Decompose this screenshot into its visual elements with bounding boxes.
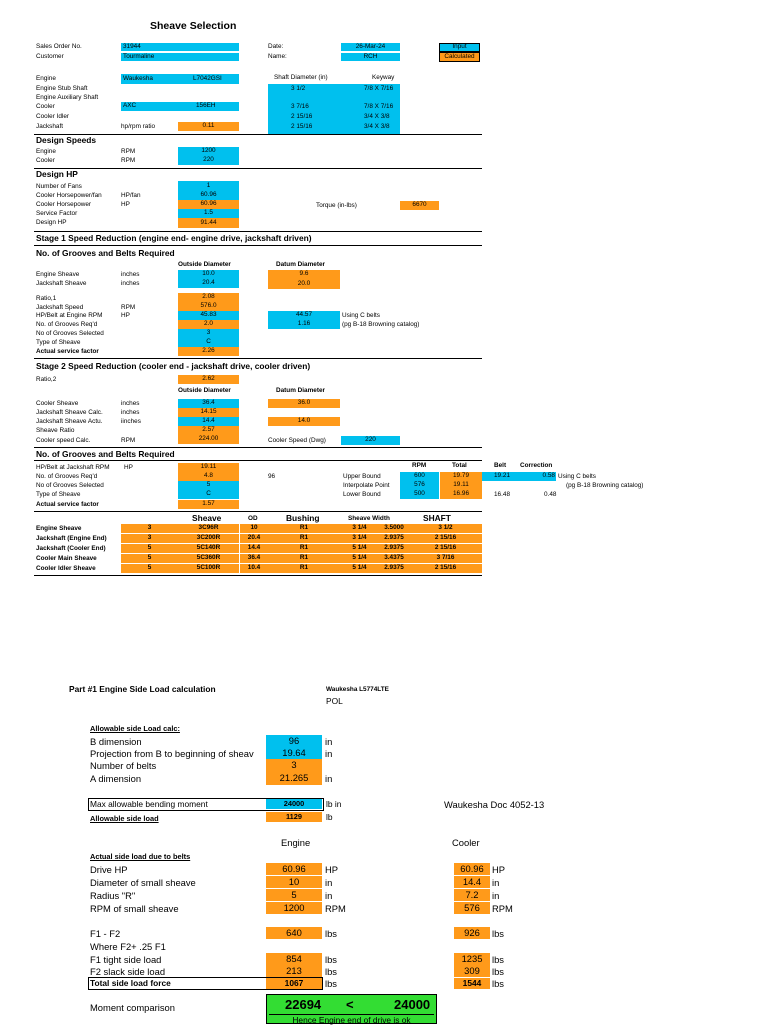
s1-asf-label: Actual service factor — [36, 348, 99, 355]
f2-engine: 213 — [266, 965, 322, 977]
divider — [34, 511, 482, 512]
engine-make: Waukesha — [123, 74, 153, 82]
s1-jackshaft-speed-value: 576.0 — [178, 302, 239, 311]
g2-note-1: Using C belts — [558, 473, 597, 480]
g2-interp-rpm[interactable]: 576 — [400, 481, 439, 490]
f1-engine-unit: lbs — [325, 954, 337, 965]
cooler-field[interactable] — [121, 102, 239, 111]
g2-grooves-sel-label: No of Grooves Selected — [36, 482, 104, 489]
verdict-text: Hence Engine end of drive is ok — [269, 1014, 434, 1024]
projection-value[interactable]: 19.64 — [266, 747, 322, 759]
sales-order-field[interactable]: 31944 — [121, 43, 239, 51]
b-dimension-value[interactable]: 96 — [266, 735, 322, 747]
idler-keyway: 3/4 X 3/8 — [364, 113, 390, 120]
doc-reference: Waukesha Doc 4052-13 — [444, 799, 545, 810]
s1-grooves-req-value-2: 1.16 — [268, 320, 340, 329]
allowable-side-load-value: 1129 — [266, 812, 322, 822]
sheave-cell-od: 10.4 — [240, 564, 268, 573]
sheave-row-label: Jackshaft (Cooler End) — [36, 545, 106, 552]
s1-type-label: Type of Sheave — [36, 339, 81, 346]
design-engine-rpm[interactable]: 1200 — [178, 147, 239, 156]
s1-jackshaft-sheave-label: Jackshaft Sheave — [36, 280, 87, 287]
g2-grooves-req-label: No. of Grooves Req'd — [36, 473, 98, 480]
sheave-cell-part: 5C360R — [178, 554, 239, 563]
s2-cooler-dd: 36.0 — [268, 399, 340, 408]
hp-rpm-ratio-value: 0.11 — [178, 122, 239, 131]
moment-comparison-box — [266, 994, 437, 1024]
jackshaft-label: Jackshaft — [36, 123, 63, 130]
stage1-od-header: Outside Diameter — [178, 261, 231, 268]
side-load-engine-value: 5 — [266, 889, 322, 901]
g2-hp-belt-value: 19.11 — [178, 463, 239, 472]
a-dimension-value: 21.265 — [266, 771, 322, 785]
g2-interp-label: Interpolate Point — [343, 482, 390, 489]
stage1-heading: Stage 1 Speed Reduction (engine end- engine drive, jackshaft driven) — [36, 233, 312, 243]
sheave-cell-width-dec: 2.9375 — [379, 544, 409, 553]
total-engine-unit: lbs — [325, 978, 337, 989]
service-factor-label: Service Factor — [36, 210, 78, 217]
design-hp-heading: Design HP — [36, 169, 78, 179]
s1-jackshaft-od[interactable]: 20.4 — [178, 279, 239, 288]
side-load-cooler-value: 7.2 — [454, 889, 490, 901]
belts-label: Number of belts — [90, 760, 157, 771]
side-load-cooler-unit: in — [492, 877, 500, 888]
g2-col-rpm: RPM — [412, 462, 427, 469]
f1-f2-label: F1 - F2 — [90, 928, 121, 939]
sheave-cell-grooves: 5 — [121, 554, 178, 563]
side-load-cooler-unit: in — [492, 890, 500, 901]
f1-cooler-unit: lbs — [492, 954, 504, 965]
s1-hp-belt-unit: HP — [121, 312, 130, 319]
s1-grooves-req-value: 2.0 — [178, 320, 239, 329]
s1-engine-sheave-label: Engine Sheave — [36, 271, 80, 278]
sheave-cell-shaft: 2 15/16 — [409, 544, 482, 553]
moment-actual: 22694 — [285, 997, 322, 1012]
belts-value: 3 — [266, 759, 322, 771]
date-label: Date: — [268, 43, 284, 50]
s2-jack-calc-label: Jackshaft Sheave Calc. — [36, 409, 103, 416]
design-cooler-rpm[interactable]: 220 — [178, 156, 239, 165]
sheave-cell-grooves: 5 — [121, 544, 178, 553]
sheave-row-label: Cooler Idler Sheave — [36, 565, 96, 572]
g2-upper-rpm[interactable]: 600 — [400, 472, 439, 481]
sheave-cell-width: 5 1/4 — [340, 554, 379, 563]
total-side-load-cooler: 1544 — [454, 978, 490, 989]
hp-per-fan-label: Cooler Horsepower/fan — [36, 192, 102, 199]
side-load-engine-value: 1200 — [266, 902, 322, 914]
sheave-cell-shaft: 2 15/16 — [409, 534, 482, 543]
sheave-cell-width-dec: 2.9375 — [379, 534, 409, 543]
s2-jack-calc-value: 14.15 — [178, 408, 239, 417]
sheave-cell-shaft: 2 15/16 — [409, 564, 482, 573]
g2-type-label: Type of Sheave — [36, 491, 81, 498]
sheave-cell-width-dec: 3.4375 — [379, 554, 409, 563]
cooler-column-header: Cooler — [452, 837, 480, 848]
s1-jackshaft-sheave-unit: inches — [121, 280, 140, 287]
sheave-cell-width: 3 1/4 — [340, 534, 379, 543]
g2-upper-corr: 0.58 — [542, 472, 555, 480]
max-bending-value[interactable]: 24000 — [266, 799, 322, 809]
sheave-cell-grooves: 3 — [121, 534, 178, 543]
s1-hp-belt-value[interactable]: 45.83 — [178, 311, 239, 320]
sheave-cell-part: 3C200R — [178, 534, 239, 543]
moment-comparison-label: Moment comparison — [90, 1002, 175, 1013]
g2-upper-belt: 19.21 — [494, 472, 510, 480]
g2-interp-total: 19.11 — [440, 481, 482, 490]
s1-jackshaft-dd: 20.0 — [268, 279, 340, 289]
a-dimension-label: A dimension — [90, 773, 142, 784]
cooler-model: 156EH — [196, 102, 216, 110]
side-load-engine-value: 10 — [266, 876, 322, 888]
f2-cooler-unit: lbs — [492, 966, 504, 977]
total-side-load-engine: 1067 — [266, 978, 322, 989]
g2-col-correction: Correction — [520, 462, 553, 469]
sheave-cell-width-dec: 2.9375 — [379, 564, 409, 573]
s2-sheave-ratio-label: Sheave Ratio — [36, 427, 75, 434]
total-cooler-unit: lbs — [492, 978, 504, 989]
b-dimension-label: B dimension — [90, 736, 142, 747]
s2-cooler-speed-unit: RPM — [121, 437, 136, 444]
s1-hp-belt-value-2[interactable]: 44.57 — [268, 311, 340, 320]
s2-sheave-ratio-value: 2.57 — [178, 426, 239, 435]
g2-grooves-sel-value[interactable]: 5 — [178, 481, 239, 490]
table-header-width: Sheave Width — [348, 515, 390, 522]
stage2-heading: Stage 2 Speed Reduction (cooler end - jackshaft drive, cooler driven) — [36, 361, 311, 371]
side-load-cooler-value: 60.96 — [454, 863, 490, 875]
stage1-subheading: No. of Grooves and Belts Required — [36, 248, 175, 258]
g2-upper-belt-corr[interactable] — [482, 472, 556, 481]
sheave-cell-bushing: R1 — [268, 554, 340, 563]
side-load-row-label: Diameter of small sheave — [90, 877, 196, 888]
s1-hp-belt-label: HP/Belt at Engine RPM — [36, 312, 103, 319]
g2-type-value[interactable]: C — [178, 490, 239, 499]
cooler-idler-label: Cooler Idler — [36, 113, 70, 120]
torque-value: 6670 — [400, 201, 439, 210]
g2-grooves-req-value: 4.8 — [178, 472, 239, 481]
sheave-cell-width-dec: 3.5000 — [379, 524, 409, 533]
fans-label: Number of Fans — [36, 183, 82, 190]
s1-grooves-sel-label: No of Grooves Selected — [36, 330, 104, 337]
stub-keyway: 7/8 X 7/16 — [364, 85, 394, 92]
side-load-row-label: RPM of small sheave — [90, 903, 179, 914]
s2-jack-calc-unit: inches — [121, 409, 140, 416]
sheave-cell-width: 5 1/4 — [340, 564, 379, 573]
where-label: Where F2+ .25 F1 — [90, 941, 166, 952]
g2-hp-belt-label: HP/Belt at Jackshaft RPM — [36, 464, 110, 471]
cooler-hp-value: 60.96 — [178, 200, 239, 209]
cooler-diameter[interactable]: 3 7/16 — [291, 103, 309, 110]
s2-cooler-sheave-label: Cooler Sheave — [36, 400, 79, 407]
stage1-dd-header: Datum Diameter — [276, 261, 326, 268]
divider — [34, 575, 482, 576]
s2-ratio-value: 2.62 — [178, 375, 239, 384]
g2-lower-label: Lower Bound — [343, 491, 381, 498]
cooler-make: AXC — [123, 102, 137, 110]
divider — [34, 245, 482, 246]
b-dimension-unit: in — [325, 736, 333, 747]
s2-cooler-sheave-unit: inches — [121, 400, 140, 407]
side-load-engine-unit: in — [325, 890, 333, 901]
design-engine-unit: RPM — [121, 148, 136, 155]
hp-rpm-ratio-label: hp/rpm ratio — [121, 123, 156, 130]
sheave-cell-shaft: 3 1/2 — [409, 524, 482, 533]
cooler-hp-unit: HP — [121, 201, 130, 208]
projection-label: Projection from B to beginning of sheav — [90, 748, 254, 759]
design-hp-value: 91.44 — [178, 218, 239, 228]
sheave-cell-width: 3 1/4 — [340, 524, 379, 533]
legend-calculated: Calculated — [439, 52, 480, 62]
s1-ratio-value: 2.08 — [178, 293, 239, 302]
s1-type-value[interactable]: C — [178, 338, 239, 347]
design-cooler-label: Cooler — [36, 157, 55, 164]
sheave-cell-grooves: 3 — [121, 524, 178, 533]
cooler-hp-label: Cooler Horsepower — [36, 201, 92, 208]
service-factor-value[interactable]: 1.5 — [204, 208, 213, 216]
s2-cooler-speed-value: 224.00 — [178, 435, 239, 444]
g2-note-2: (pg B-18 Browning catalog) — [566, 482, 644, 489]
divider — [34, 168, 482, 169]
sheave-cell-grooves: 5 — [121, 564, 178, 573]
s1-ratio-label: Ratio,1 — [36, 295, 57, 302]
s1-jackshaft-speed-label: Jackshaft Speed — [36, 304, 84, 311]
sheave-cell-width: 5 1/4 — [340, 544, 379, 553]
design-cooler-unit: RPM — [121, 157, 136, 164]
g2-col-total: Total — [452, 462, 467, 469]
design-engine-label: Engine — [36, 148, 56, 155]
sheave-cell-shaft: 3 7/16 — [409, 554, 482, 563]
engine-field[interactable] — [121, 74, 239, 84]
part1-engine-model: Waukesha L5774LTE — [326, 686, 389, 693]
side-load-cooler-value: 576 — [454, 902, 490, 914]
f1-cooler: 1235 — [454, 953, 490, 965]
s1-hp-belt-note: Using C belts — [342, 312, 381, 319]
s1-grooves-req-note: (pg B-18 Browning catalog) — [342, 321, 420, 328]
moment-allowable: 24000 — [394, 997, 431, 1012]
engine-aux-shaft-label: Engine Auxiliary Shaft — [36, 94, 99, 101]
sheave-cell-bushing: R1 — [268, 564, 340, 573]
sheave-row-label: Cooler Main Sheave — [36, 555, 97, 562]
divider — [34, 134, 482, 135]
date-field[interactable]: 26-Mar-24 — [341, 43, 400, 51]
s1-grooves-req-label: No. of Grooves Req'd — [36, 321, 98, 328]
sheave-cell-od: 36.4 — [240, 554, 268, 563]
engine-model: L7042GSI — [193, 74, 222, 82]
stub-diameter[interactable]: 3 1/2 — [291, 85, 306, 92]
allowable-heading: Allowable side Load calc: — [90, 724, 180, 733]
s2-cooler-speed-dwg-label: Cooler Speed (Dwg) — [268, 437, 326, 444]
s1-asf-value: 2.26 — [178, 347, 239, 356]
sheave-cell-od: 10 — [240, 524, 268, 533]
s2-ratio-label: Ratio,2 — [36, 376, 57, 383]
s1-grooves-sel-value[interactable]: 3 — [178, 329, 239, 338]
f2-label: F2 slack side load — [90, 966, 166, 977]
s2-cooler-speed-label: Cooler speed Calc. — [36, 437, 91, 444]
s2-cooler-speed-dwg-value[interactable]: 220 — [341, 436, 400, 445]
customer-field[interactable]: Tourmaline — [121, 53, 239, 61]
s2-jack-actual-label: Jackshaft Sheave Actu. — [36, 418, 103, 425]
f1-f2-engine-unit: lbs — [325, 928, 337, 939]
projection-unit: in — [325, 748, 333, 759]
name-label: Name: — [268, 53, 287, 60]
divider — [34, 358, 482, 359]
side-load-cooler-unit: RPM — [492, 903, 513, 914]
sheave-cell-bushing: R1 — [268, 534, 340, 543]
sheave-cell-od: 20.4 — [240, 534, 268, 543]
side-load-engine-unit: RPM — [325, 903, 346, 914]
stage2-od-header: Outside Diameter — [178, 387, 231, 394]
f1-f2-engine: 640 — [266, 927, 322, 939]
table-header-od: OD — [248, 515, 258, 522]
s1-engine-dd: 9.6 — [268, 270, 340, 279]
a-dimension-unit: in — [325, 773, 333, 784]
g2-upper-label: Upper Bound — [343, 473, 381, 480]
sales-order-label: Sales Order No. — [36, 43, 82, 50]
g2-hp-belt-unit: HP — [124, 464, 133, 471]
sheave-row-label: Engine Sheave — [36, 525, 82, 532]
actual-side-load-heading: Actual side load due to belts — [90, 852, 191, 861]
table-header-shaft: SHAFT — [423, 513, 451, 523]
g2-mid-value: 96 — [268, 473, 276, 480]
s2-jack-actual-dd: 14.0 — [268, 417, 340, 426]
side-load-engine-value: 60.96 — [266, 863, 322, 875]
f1-engine: 854 — [266, 953, 322, 965]
table-header-bushing: Bushing — [286, 513, 320, 523]
max-bending-unit: lb in — [326, 799, 342, 809]
hp-per-fan-value[interactable]: 60.96 — [200, 190, 217, 198]
cooler-keyway: 7/8 X 7/16 — [364, 103, 394, 110]
sheave-cell-part: 5C140R — [178, 544, 239, 553]
g2-lower-rpm[interactable]: 500 — [400, 490, 439, 499]
page-title: Sheave Selection — [150, 20, 237, 32]
side-load-cooler-value: 14.4 — [454, 876, 490, 888]
s1-engine-od[interactable]: 10.0 — [178, 270, 239, 279]
legend-input: Input — [439, 43, 480, 52]
name-field[interactable]: RCH — [341, 53, 400, 61]
sheave-cell-od: 14.4 — [240, 544, 268, 553]
divider — [34, 231, 482, 232]
s2-jack-actual-unit: iinches — [121, 418, 141, 425]
g2-upper-total: 19.79 — [440, 472, 482, 481]
hp-per-fan-unit: HP/fan — [121, 192, 141, 199]
idler-diameter[interactable]: 2 15/16 — [291, 113, 313, 120]
grooves2-heading: No. of Grooves and Belts Required — [36, 449, 175, 459]
allowable-side-load-unit: lb — [326, 812, 333, 822]
jackshaft-diameter[interactable]: 2 15/16 — [291, 123, 313, 130]
fans-value[interactable]: 1 — [206, 181, 211, 189]
sheave-row-label: Jackshaft (Engine End) — [36, 535, 107, 542]
design-hp-label: Design HP — [36, 219, 67, 226]
s2-jack-actual-od[interactable]: 14.4 — [178, 417, 239, 426]
engine-label: Engine — [36, 75, 56, 82]
torque-label: Torque (in-lbs) — [316, 202, 357, 209]
g2-col-belt: Belt — [494, 462, 507, 469]
allowable-side-load-label: Allowable side load — [90, 814, 159, 823]
g2-asf-label: Actual service factor — [36, 501, 99, 508]
part1-title: Part #1 Engine Side Load calculation — [69, 684, 216, 694]
side-load-engine-unit: in — [325, 877, 333, 888]
cooler-label: Cooler — [36, 103, 55, 110]
part1-pol: POL — [326, 696, 343, 706]
sheave-cell-part: 3C96R — [178, 524, 239, 533]
engine-column-header: Engine — [281, 837, 311, 848]
f1-f2-cooler: 926 — [454, 927, 490, 939]
sheave-cell-bushing: R1 — [268, 524, 340, 533]
s1-jackshaft-speed-unit: RPM — [121, 304, 136, 311]
f1-f2-cooler-unit: lbs — [492, 928, 504, 939]
f1-label: F1 tight side load — [90, 954, 162, 965]
engine-stub-shaft-label: Engine Stub Shaft — [36, 85, 88, 92]
jackshaft-keyway: 3/4 X 3/8 — [364, 123, 390, 130]
f2-engine-unit: lbs — [325, 966, 337, 977]
keyway-header: Keyway — [372, 74, 395, 81]
g2-asf-value: 1.57 — [178, 500, 239, 509]
g2-lower-total: 16.96 — [440, 490, 482, 499]
design-speeds-heading: Design Speeds — [36, 135, 97, 145]
table-header-sheave: Sheave — [192, 513, 222, 523]
side-load-engine-unit: HP — [325, 864, 339, 875]
g2-lower-belt: 16.48 — [494, 491, 510, 498]
s1-engine-sheave-unit: inches — [121, 271, 140, 278]
side-load-row-label: Radius "R" — [90, 890, 136, 901]
moment-less-than: < — [346, 997, 354, 1012]
stage2-dd-header: Datum Diameter — [276, 387, 326, 394]
side-load-cooler-unit: HP — [492, 864, 506, 875]
s2-cooler-od[interactable]: 36.4 — [178, 399, 239, 408]
max-bending-label: Max allowable bending moment — [90, 799, 208, 809]
f2-cooler: 309 — [454, 965, 490, 977]
shaft-diameter-header: Shaft Diameter (in) — [274, 74, 328, 81]
g2-lower-corr: 0.48 — [544, 491, 557, 498]
total-side-load-label: Total side load force — [90, 978, 171, 988]
sheave-cell-bushing: R1 — [268, 544, 340, 553]
divider — [34, 460, 482, 461]
customer-label: Customer — [36, 53, 64, 60]
sheave-cell-part: 5C100R — [178, 564, 239, 573]
side-load-row-label: Drive HP — [90, 864, 128, 875]
divider — [34, 447, 482, 448]
